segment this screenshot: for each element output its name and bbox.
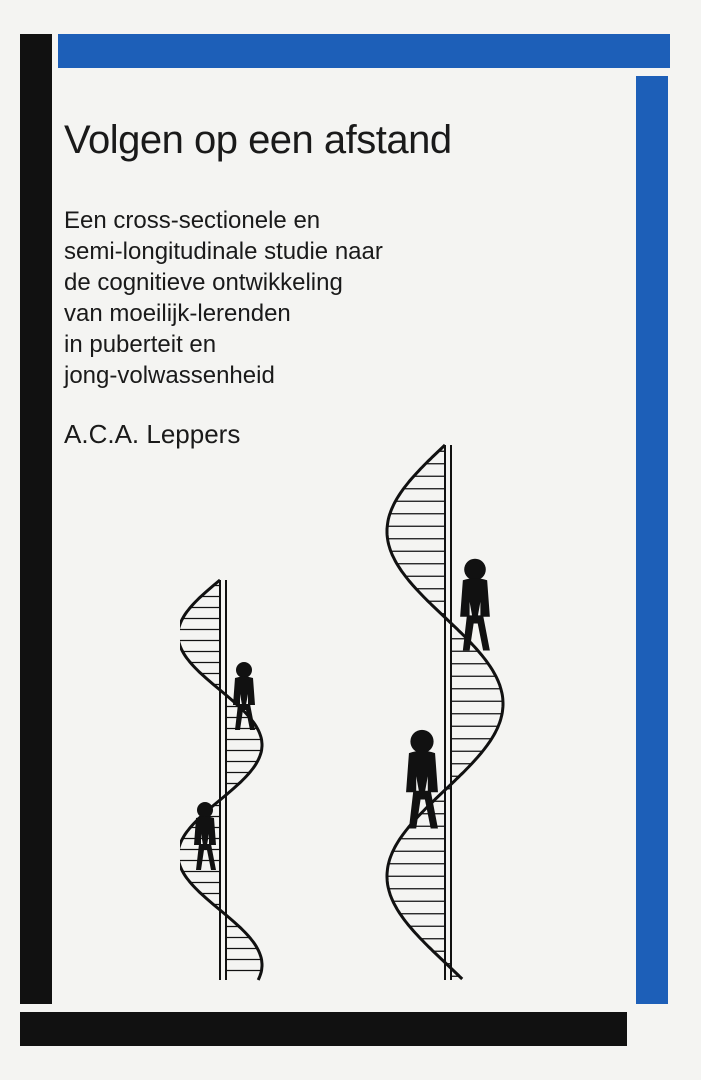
large-staircase (387, 445, 503, 980)
left-black-bar (20, 34, 52, 1004)
figure-head (236, 662, 252, 678)
subtitle-line: jong-volwassenheid (64, 362, 275, 389)
figure-body (460, 578, 490, 616)
figure-body (233, 677, 255, 706)
figure-legs (196, 844, 216, 870)
figure-head (197, 802, 213, 818)
small-staircase (180, 580, 262, 980)
subtitle-line: semi-longitudinale studie naar (64, 238, 383, 265)
bottom-black-bar (20, 1012, 627, 1046)
spiral-staircase-illustration (180, 440, 520, 985)
walking-figure (460, 559, 490, 651)
figure-head (464, 559, 486, 581)
book-author: A.C.A. Leppers (64, 419, 241, 449)
walking-figure (233, 662, 255, 730)
subtitle-line: van moeilijk-lerenden (64, 300, 291, 327)
figure-body (406, 751, 438, 792)
figure-body (194, 817, 216, 846)
right-blue-bar (636, 76, 668, 1004)
book-title: Volgen op een afstand (64, 118, 452, 162)
walking-figure (194, 802, 216, 870)
subtitle-line: Een cross-sectionele en (64, 207, 321, 234)
subtitle-line: in puberteit en (64, 331, 217, 358)
book-subtitle (64, 205, 624, 391)
top-blue-bar (58, 34, 670, 68)
figure-head (410, 730, 433, 753)
subtitle-line: de cognitieve ontwikkeling (64, 269, 343, 296)
figure-legs (463, 615, 490, 650)
